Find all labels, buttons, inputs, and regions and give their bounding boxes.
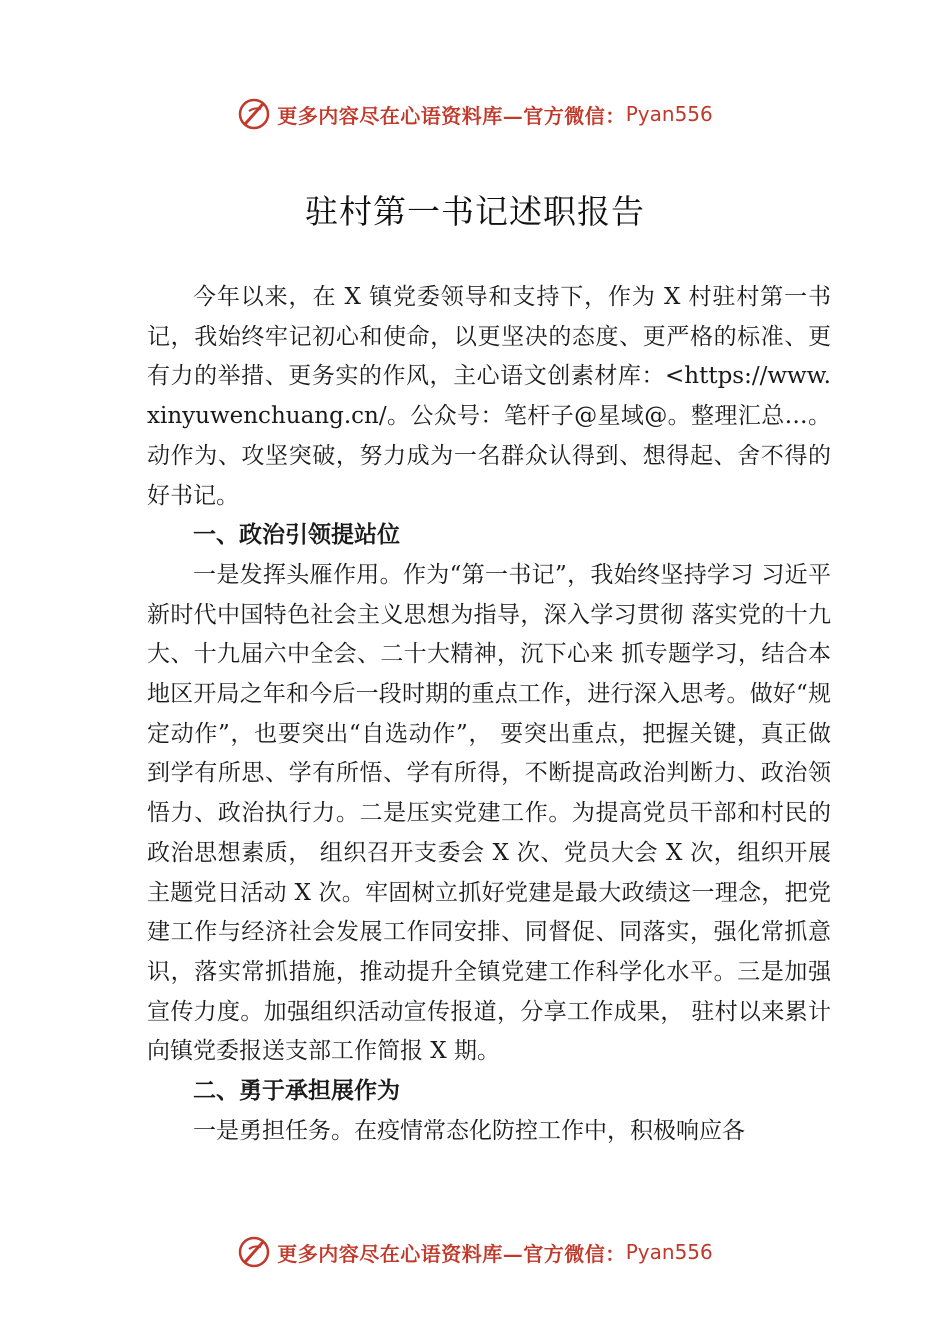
intro-paragraph: 今年以来，在 X 镇党委领导和支持下，作为 X 村驻村第一书记，我始终牢记初心和使命，以更坚决的态度、更严格的标准、更有力的举措、更务实的作风，主心语文创素材库：<https://www.xinyuwenchuang.cn/。公众号：笔杆子@星域@。整理汇总…。动作为、攻坚突破，努力成为一名群众认得到、想得起、舍不得的好书记。 (147, 284, 831, 509)
watermark-banner-top (0, 94, 950, 134)
section-1-paragraph: 一是发挥头雁作用。作为“第一书记”，我始终坚持学习 习近平新时代中国特色社会主义思想为指导，深入学习贯彻 落实党的十九大、十九届六中全会、二十大精神，沉下心来 抓专题学习，结合本地区开局之年和今后一段时期的重点工作，进行深入思考。做好“规定动作”，也要突出“自选动作”， 要突出重点，把握关键，真正做到学有所思、学有所悟、学有所得，不断提高政治判断力、政治领悟力、政治执行力。二是压实党建工作。为提高党员干部和村民的政治思想素质， 组织召开支委会 X 次、党员大会 X 次，组织开展主题党日活动 X 次。牢固树立抓好党建是最大政绩这一理念，把党建工作与经济社会发展工作同安排、同督促、同落实，强化常抓意识，落实常抓措施，推动提升全镇党建工作科学化水平。三是加强宣传力度。加强组织活动宣传报道，分享工作成果， 驻村以来累计向镇党委报送支部工作简报 X 期。 (147, 561, 831, 1065)
section-heading-1: 一、政治引领提站位 (193, 522, 400, 549)
section-heading-2: 二、勇于承担展作为 (193, 1078, 400, 1105)
quill-seal-icon (237, 97, 271, 131)
section-2-paragraph: 一是勇担任务。在疫情常态化防控工作中，积极响应各 (193, 1117, 745, 1144)
watermark-text: 更多内容尽在心语资料库—官方微信： (277, 103, 626, 128)
watermark-text: 更多内容尽在心语资料库—官方微信： (277, 1241, 626, 1266)
watermark-wechat-id: Pyan556 (625, 102, 713, 126)
watermark-banner-bottom (0, 1232, 950, 1272)
quill-seal-icon (237, 1235, 271, 1269)
document-body (147, 278, 831, 1151)
watermark-wechat-id: Pyan556 (625, 1240, 713, 1264)
document-title: 驻村第一书记述职报告 (305, 192, 645, 231)
